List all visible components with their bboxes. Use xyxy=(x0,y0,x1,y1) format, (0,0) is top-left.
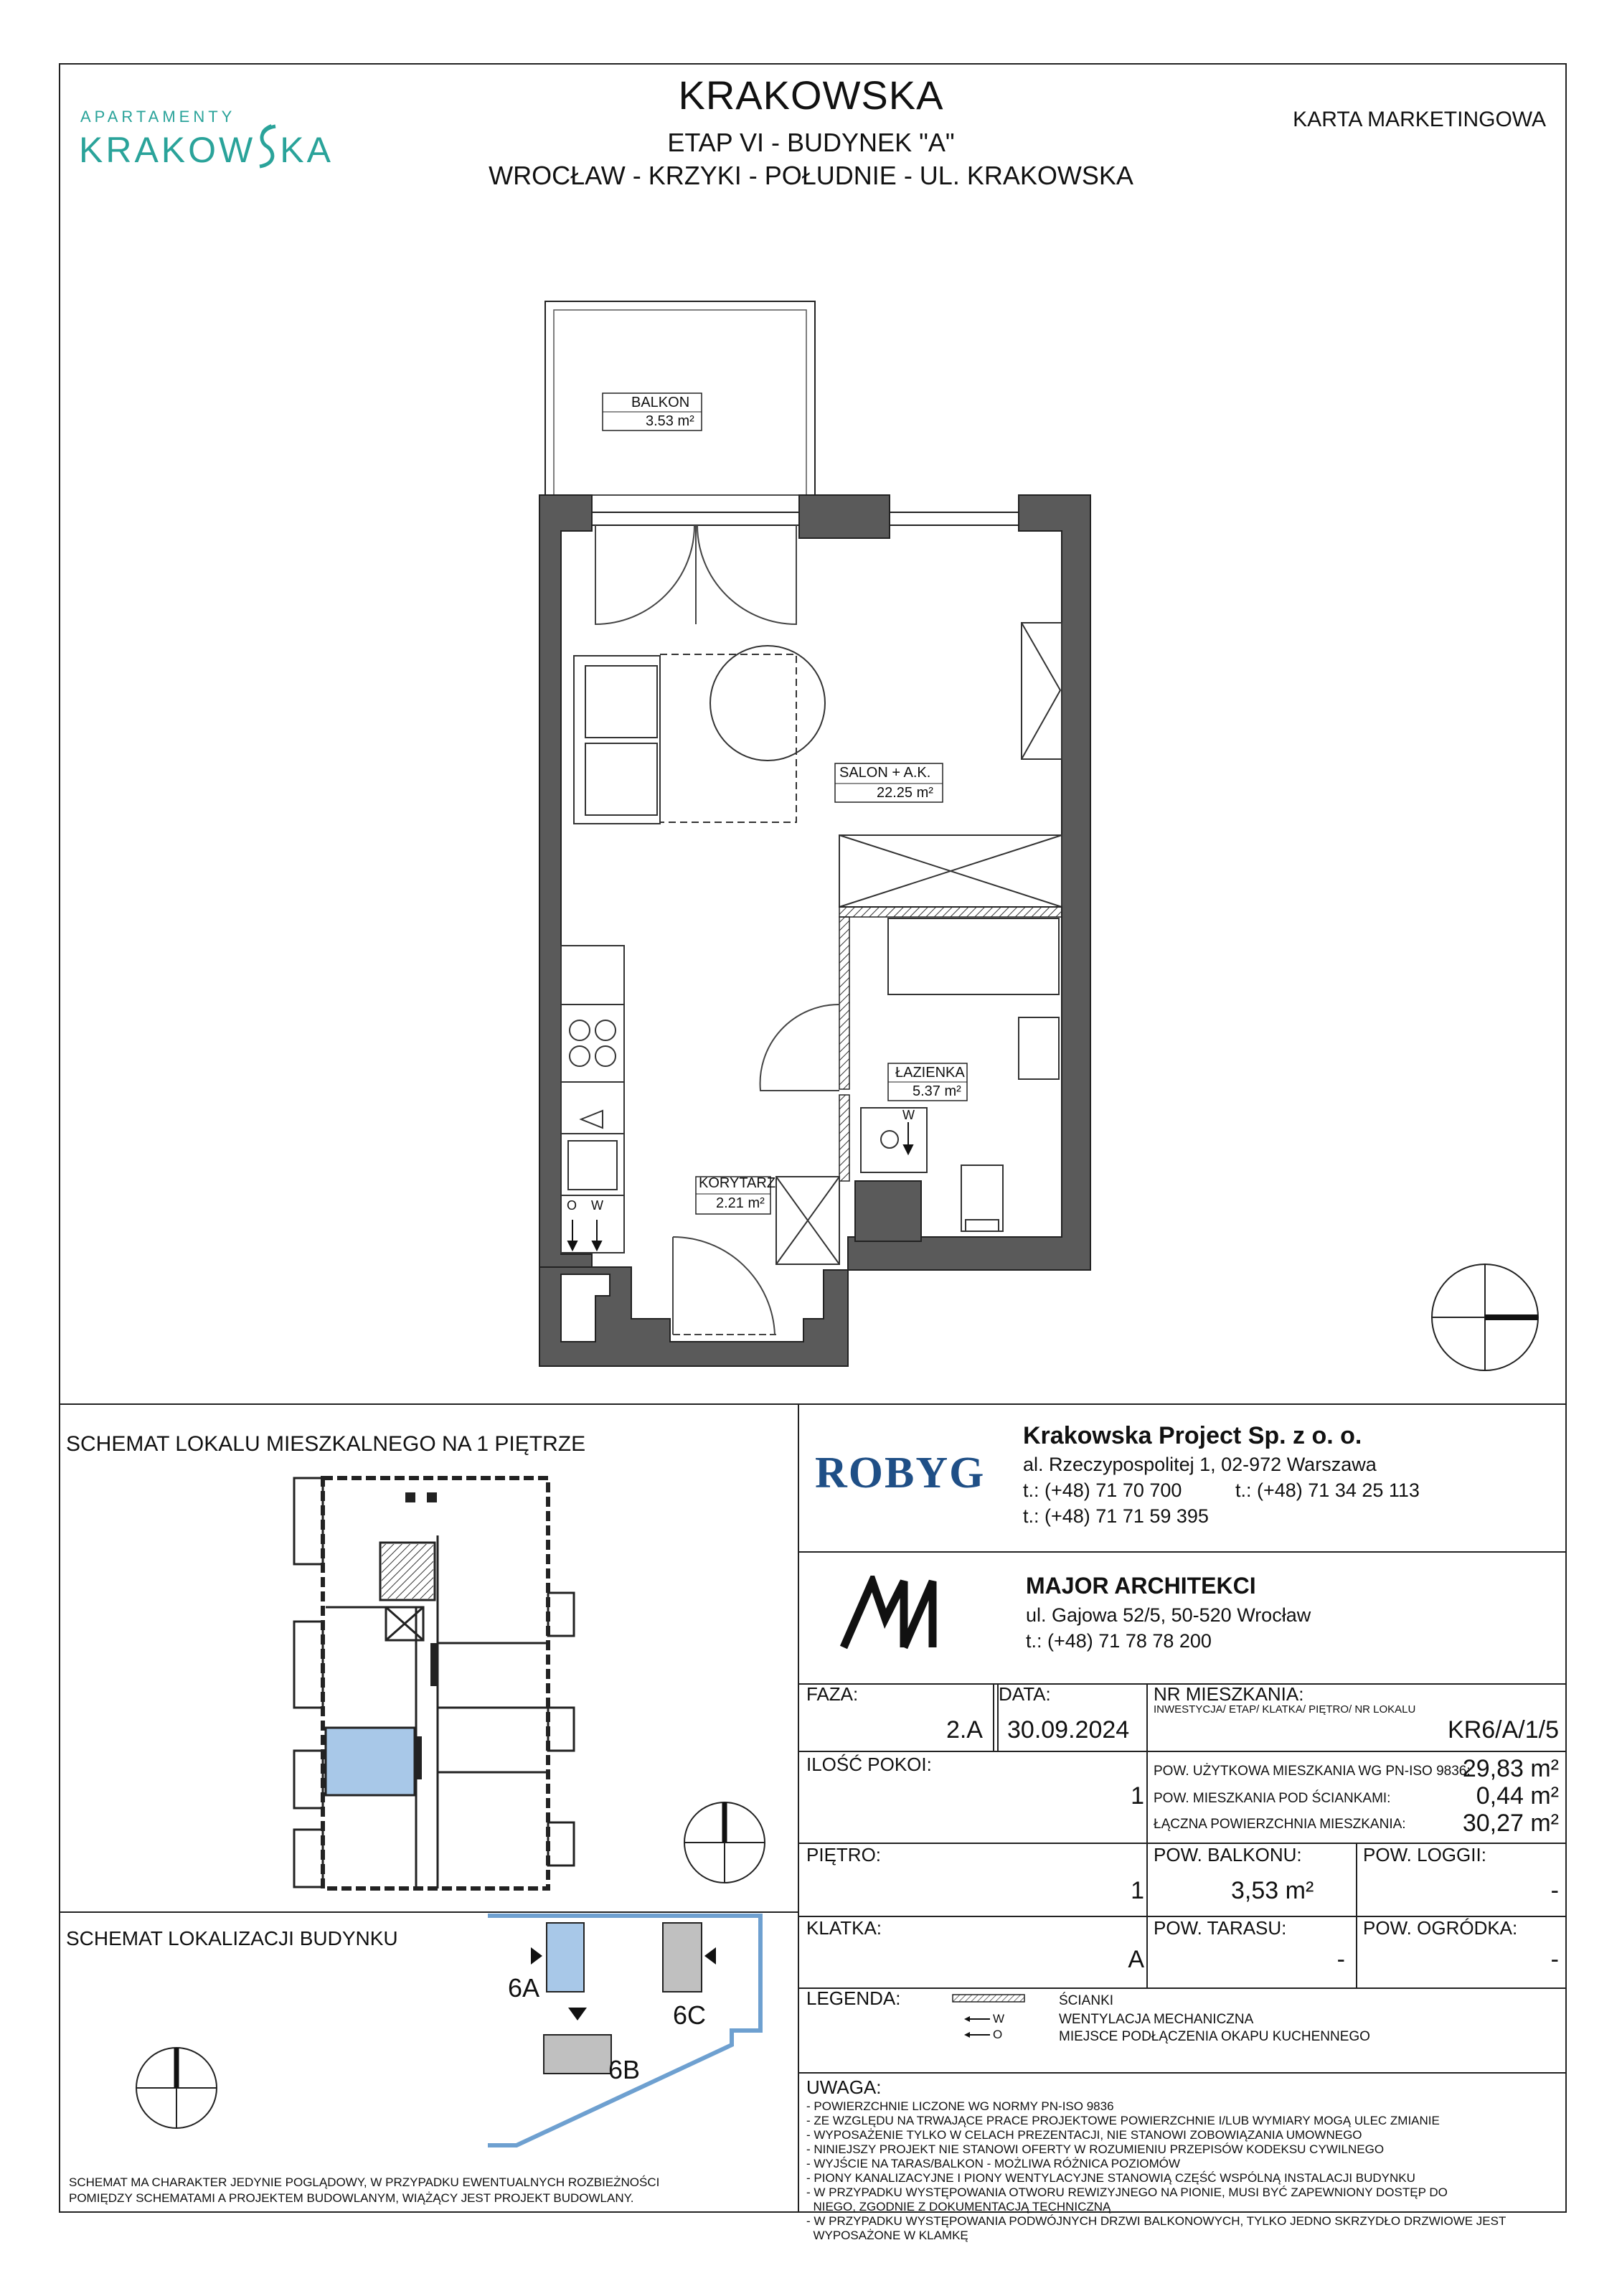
page-title: KRAKOWSKA xyxy=(678,72,944,118)
building-6c xyxy=(663,1923,702,1992)
note-item: - ZE WZGLĘDU NA TRWAJĄCE PRACE PROJEKTOWE POWIERZCHNIE I/LUB WYMIARY MOGĄ ULEC ZMIANIE xyxy=(806,2114,1440,2127)
floor-scheme-diagram xyxy=(287,1464,588,1894)
pietro-value: 1 xyxy=(1131,1877,1144,1904)
page-subtitle-1: ETAP VI - BUDYNEK "A" xyxy=(667,128,955,157)
taras-value: - xyxy=(1336,1946,1345,1973)
notes-list xyxy=(806,2099,1506,2243)
salon-name: SALON + A.K. xyxy=(839,765,931,781)
balkon-label: POW. BALKONU: xyxy=(1154,1844,1302,1866)
legend-sym-o: O xyxy=(993,2028,1003,2041)
data-value: 30.09.2024 xyxy=(1007,1716,1130,1744)
pow-laczna-label: ŁĄCZNA POWIERZCHNIA MIESZKANIA: xyxy=(1154,1817,1406,1832)
pow-uzytkowa-label: POW. UŻYTKOWA MIESZKANIA WG PN-ISO 9836: xyxy=(1154,1764,1471,1779)
living-furniture xyxy=(574,623,1062,824)
note-item: - POWIERZCHNIE LICZONE WG NORMY PN-ISO 9836 xyxy=(806,2099,1114,2113)
korytarz-area: 2.21 m² xyxy=(716,1195,765,1211)
faza-label: FAZA: xyxy=(806,1683,859,1705)
salon-area: 22.25 m² xyxy=(877,785,933,801)
note-item: - W PRZYPADKU WYSTĘPOWANIA OTWORU REWIZYJNEGO NA PIONIE, MUSI BYĆ ZAPEWNIONY DOSTĘP DO xyxy=(806,2186,1448,2199)
mark-w2: W xyxy=(902,1108,915,1122)
doc-type: KARTA MARKETINGOWA xyxy=(1293,108,1546,131)
location-scheme-diagram xyxy=(473,1909,775,2152)
entrance-door xyxy=(673,1237,776,1335)
floor-scheme-compass-icon xyxy=(682,1799,768,1886)
pietro-label: PIĘTRO: xyxy=(806,1844,882,1866)
data-label: DATA: xyxy=(999,1683,1051,1705)
lazienka-name: ŁAZIENKA xyxy=(895,1065,965,1081)
logo-main-tail: KA xyxy=(280,130,334,170)
divider-data-nr xyxy=(1146,1683,1148,1751)
divider-faza-data xyxy=(993,1683,994,1751)
klatka-label: KLATKA: xyxy=(806,1917,882,1939)
divider-pokoje xyxy=(1146,1751,1148,1843)
major-architekci-logo-icon xyxy=(838,1576,946,1655)
pokoje-label: ILOŚĆ POKOI: xyxy=(806,1754,932,1775)
korytarz-name: KORYTARZ xyxy=(699,1175,776,1191)
note-item: - WYPOSAŻENIE TYLKO W CELACH PREZENTACJI, NIE STANOWI ZOBOWIĄZANIA UMOWNEGO xyxy=(806,2128,1362,2142)
architect-phone: t.: (+48) 71 78 78 200 xyxy=(1026,1630,1212,1652)
divider-r3 xyxy=(798,1751,1567,1752)
architect-address: ul. Gajowa 52/5, 50-520 Wrocław xyxy=(1026,1604,1311,1626)
balkon-name: BALKON xyxy=(631,395,690,410)
disclaimer-line-2: POMIĘDZY SCHEMATAMI A PROJEKTEM BUDOWLANYM, WIĄŻĄCY JEST PROJEKT BUDOWLANY. xyxy=(69,2191,634,2205)
developer-phone-1: t.: (+48) 71 70 700 xyxy=(1023,1479,1182,1501)
divider-center xyxy=(798,1403,799,2213)
klatka-value: A xyxy=(1128,1946,1144,1973)
compass-icon xyxy=(1432,1264,1538,1370)
mark-o: O xyxy=(567,1198,577,1213)
divider-r1 xyxy=(798,1551,1567,1553)
pow-scianki-label: POW. MIESZKANIA POD ŚCIANKAMI: xyxy=(1154,1791,1391,1806)
building-6b-label: 6B xyxy=(608,2055,641,2084)
pokoje-value: 1 xyxy=(1131,1782,1144,1810)
page-subtitle-2: WROCŁAW - KRZYKI - POŁUDNIE - UL. KRAKOWSKA xyxy=(489,161,1133,190)
building-6a xyxy=(547,1923,584,1992)
divider-r7 xyxy=(798,2072,1567,2074)
location-scheme-title: SCHEMAT LOKALIZACJI BUDYNKU xyxy=(66,1927,398,1949)
robyg-logo: ROBYG xyxy=(815,1449,986,1497)
legend-item-hood: MIEJSCE PODŁĄCZENIA OKAPU KUCHENNEGO xyxy=(1059,2029,1370,2044)
pow-scianki-value: 0,44 m² xyxy=(1476,1782,1559,1810)
divider-v2 xyxy=(1146,1843,1148,1987)
legend-item-walls: ŚCIANKI xyxy=(1059,1993,1114,2008)
notes-label: UWAGA: xyxy=(806,2076,882,2098)
divider-v3 xyxy=(1356,1843,1357,1987)
developer-address: al. Rzeczypospolitej 1, 02-972 Warszawa xyxy=(1023,1454,1377,1475)
note-item: WYPOSAŻONE W KLAMKĘ xyxy=(806,2229,968,2242)
pow-laczna-value: 30,27 m² xyxy=(1462,1810,1559,1837)
building-6a-label: 6A xyxy=(508,1973,540,2003)
nr-value: KR6/A/1/5 xyxy=(1448,1716,1559,1744)
mark-w: W xyxy=(591,1198,603,1213)
divider-r6 xyxy=(798,1987,1567,1989)
developer-phone-3: t.: (+48) 71 71 59 395 xyxy=(1023,1505,1209,1527)
note-item: - NINIEJSZY PROJEKT NIE STANOWI OFERTY W ROZUMIENIU PRZEPISÓW KODEKSU CYWILNEGO xyxy=(806,2142,1385,2156)
architect-name: MAJOR ARCHITEKCI xyxy=(1026,1573,1256,1599)
location-compass-icon xyxy=(133,2045,220,2131)
legend-label: LEGENDA: xyxy=(806,1987,901,2009)
exterior-walls xyxy=(539,495,1090,1366)
note-item: NIEGO, ZGODNIE Z DOKUMENTACJĄ TECHNICZNĄ xyxy=(806,2200,1111,2213)
pow-uzytkowa-value: 29,83 m² xyxy=(1462,1755,1559,1782)
taras-label: POW. TARASU: xyxy=(1154,1917,1287,1939)
lazienka-area: 5.37 m² xyxy=(913,1083,961,1099)
developer-phone-2: t.: (+48) 71 34 25 113 xyxy=(1235,1479,1420,1501)
divider-main xyxy=(59,1403,1567,1405)
wardrobe xyxy=(839,835,1062,907)
legend-item-ventilation: WENTYLACJA MECHANICZNA xyxy=(1059,2012,1254,2027)
highlighted-apartment xyxy=(326,1728,415,1795)
developer-name: Krakowska Project Sp. z o. o. xyxy=(1023,1422,1362,1449)
ogrodek-value: - xyxy=(1550,1946,1559,1973)
logo-small-text: APARTAMENTY xyxy=(80,108,236,126)
legend-sym-w: W xyxy=(993,2012,1005,2026)
nr-label: NR MIESZKANIA: xyxy=(1154,1683,1304,1705)
disclaimer-line-1: SCHEMAT MA CHARAKTER JEDYNIE POGLĄDOWY, W PRZYPADKU EWENTUALNYCH ROZBIEŻNOŚCI xyxy=(69,2175,660,2189)
nr-sublabel: INWESTYCJA/ ETAP/ KLATKA/ PIĘTRO/ NR LOKALU xyxy=(1154,1703,1416,1716)
balcony-doors xyxy=(595,525,796,624)
note-item: - WYJŚCIE NA TARAS/BALKON - MOŻLIWA RÓŻNICA POZIOMÓW xyxy=(806,2157,1181,2170)
logo-main-part: KRAKOW xyxy=(79,130,256,170)
balkon-value: 3,53 m² xyxy=(1231,1877,1314,1904)
floor-scheme-title: SCHEMAT LOKALU MIESZKALNEGO NA 1 PIĘTRZE xyxy=(66,1432,586,1456)
loggia-value: - xyxy=(1550,1877,1559,1904)
balkon-area: 3.53 m² xyxy=(646,413,694,429)
loggia-label: POW. LOGGII: xyxy=(1363,1844,1486,1866)
building-6b xyxy=(544,2035,611,2074)
building-6c-label: 6C xyxy=(673,2000,707,2030)
legend-symbols xyxy=(947,1989,1033,2053)
faza-value: 2.A xyxy=(946,1716,983,1744)
note-item: - W PRZYPADKU WYSTĘPOWANIA PODWÓJNYCH DRZWI BALKONOWYCH, TYLKO JEDNO SKRZYDŁO DRZWIOWE JEST xyxy=(806,2214,1507,2228)
partition-wall xyxy=(839,907,1062,917)
note-item: - PIONY KANALIZACYJNE I PIONY WENTYLACYJNE STANOWIĄ CZĘŚĆ WSPÓLNĄ INSTALACJI BUDYNKU xyxy=(806,2171,1415,2185)
ogrodek-label: POW. OGRÓDKA: xyxy=(1363,1917,1518,1939)
